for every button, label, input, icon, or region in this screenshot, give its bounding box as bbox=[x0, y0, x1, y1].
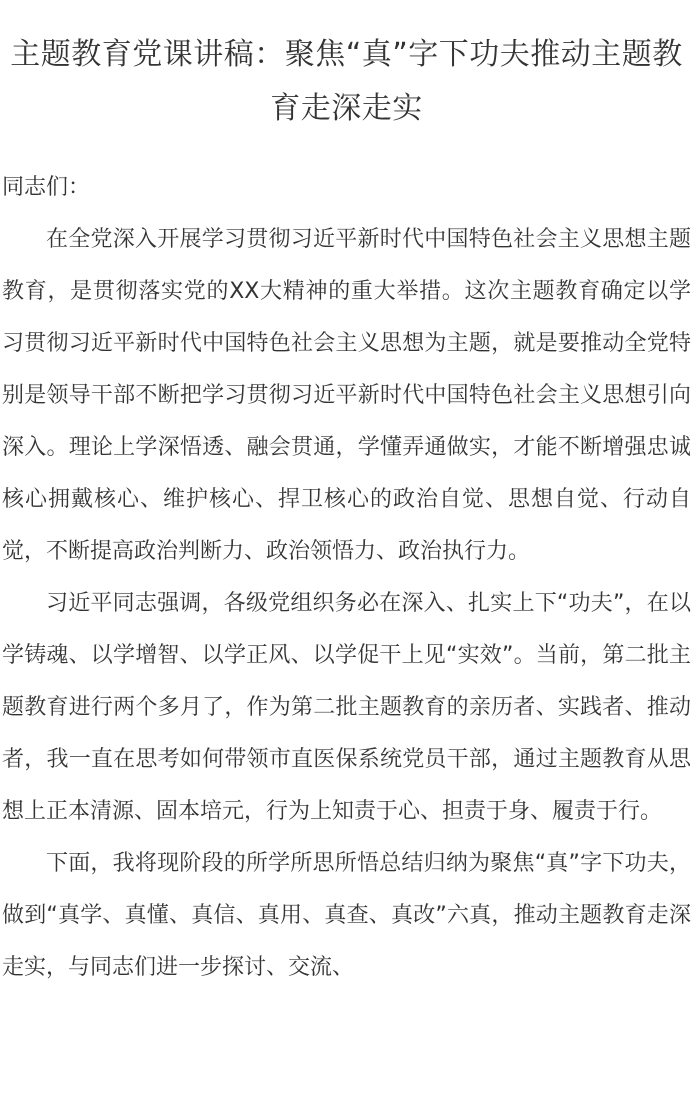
document-title: 主题教育党课讲稿：聚焦“真”字下功夫推动主题教育走深走实 bbox=[10, 37, 683, 126]
salutation: 同志们： bbox=[2, 175, 91, 200]
paragraph-1: 在全党深入开展学习贯彻习近平新时代中国特色社会主义思想主题教育，是贯彻落实党的XX大精神的重大举措。这次主题教育确定以学习贯彻习近平新时代中国特色社会主义思想为主题，就是要推动全党特别是领导干部不断把学习贯彻习近平新时代中国特色社会主义思想引向深入。理论上学深悟透、融会贯通，学懂弄通做实，才能不断增强忠诚核心拥戴核心、维护核心、捍卫核心的政治自觉、思想自觉、行动自觉，不断提高政治判断力、政治领悟力、政治执行力。 bbox=[2, 227, 691, 564]
paragraph-2: 习近平同志强调，各级党组织务必在深入、扎实上下“功夫”，在以学铸魂、以学增智、以学正风、以学促干上见“实效”。当前，第二批主题教育进行两个多月了，作为第二批主题教育的亲历者、实践者、推动者，我一直在思考如何带领市直医保系统党员干部，通过主题教育从思想上正本清源、固本培元，行为上知责于心、担责于身、履责于行。 bbox=[2, 591, 691, 824]
paragraph-3: 下面，我将现阶段的所学所思所悟总结归纳为聚焦“真”字下功夫，做到“真学、真懂、真信、真用、真查、真改”六真，推动主题教育走深走实，与同志们进一步探讨、交流、 bbox=[2, 851, 691, 980]
